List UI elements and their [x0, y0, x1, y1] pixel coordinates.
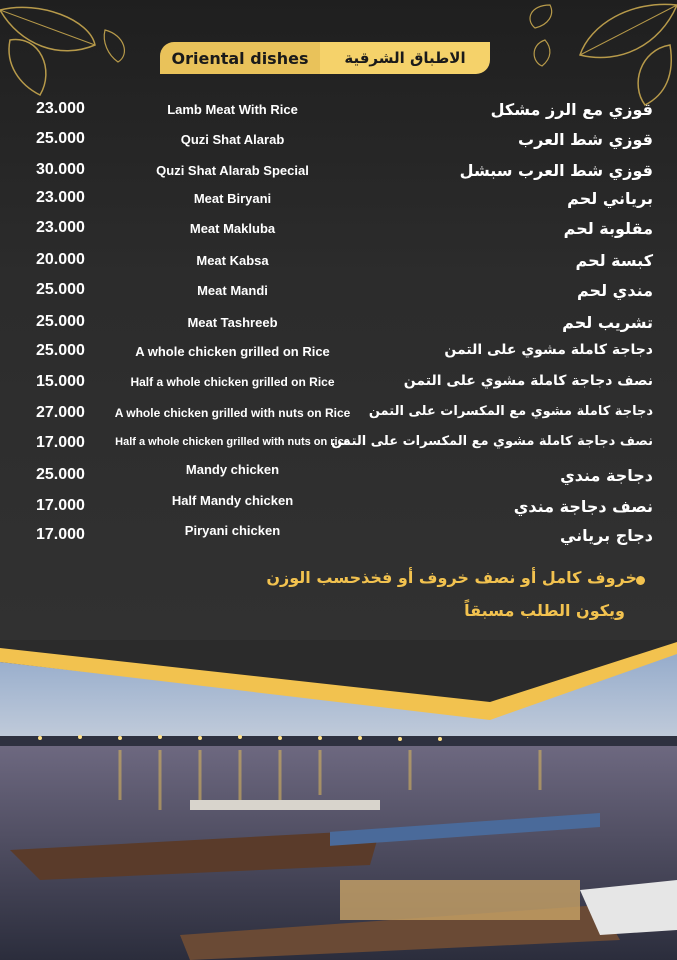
section-title-ar: الاطباق الشرقية	[320, 42, 490, 74]
item-name-en: Meat Kabsa	[196, 253, 269, 268]
item-name-ar: دجاج برياني	[559, 526, 653, 545]
item-name-en: Half a whole chicken grilled on Rice	[130, 375, 335, 389]
item-price: 15.000	[36, 373, 85, 390]
item-name-ar: نصف دجاجة كاملة مشوي على التمن	[403, 373, 653, 389]
item-name-ar: دجاجة كاملة مشوي على التمن	[444, 342, 653, 358]
item-name-ar: دجاجة مندي	[560, 466, 653, 485]
item-price: 25.000	[36, 342, 85, 359]
item-price: 23.000	[36, 100, 85, 117]
item-price: 17.000	[36, 526, 85, 543]
item-name-en: A whole chicken grilled on Rice	[135, 344, 330, 359]
item-name-en: Quzi Shat Alarab Special	[156, 163, 309, 178]
item-name-en: Quzi Shat Alarab	[180, 132, 285, 147]
item-name-en: Meat Tashreeb	[187, 315, 278, 330]
item-name-ar: قوزي مع الرز مشكل	[490, 100, 653, 119]
item-price: 25.000	[36, 466, 85, 483]
item-name-ar: برياني لحم	[567, 189, 653, 208]
item-name-en: Piryani chicken	[184, 523, 281, 538]
item-name-en: Half Mandy chicken	[171, 493, 294, 508]
item-name-en: Meat Mandi	[197, 283, 268, 298]
item-price: 23.000	[36, 189, 85, 206]
menu-item	[0, 340, 677, 368]
menu-item	[0, 432, 677, 460]
menu-item	[0, 371, 677, 399]
note-line-2: ويكون الطلب مسبقاً	[464, 601, 625, 620]
menu-item	[0, 217, 677, 245]
menu-item	[0, 464, 677, 492]
item-price: 23.000	[36, 219, 85, 236]
item-price: 17.000	[36, 497, 85, 514]
item-name-en: Mandy chicken	[185, 462, 280, 477]
item-name-ar: قوزي شط العرب سبشل	[459, 161, 653, 180]
item-name-ar: مندي لحم	[577, 281, 653, 300]
item-name-ar: كبسة لحم	[575, 251, 653, 270]
menu-item	[0, 402, 677, 430]
item-name-ar: تشريب لحم	[562, 313, 653, 332]
leaf-decoration-top-right	[520, 0, 677, 110]
item-name-ar: مقلوبة لحم	[563, 219, 653, 238]
item-price: 25.000	[36, 313, 85, 330]
item-price: 17.000	[36, 434, 85, 451]
item-name-ar: دجاجة كاملة مشوي مع المكسرات على التمن	[368, 404, 653, 419]
item-price: 25.000	[36, 281, 85, 298]
menu-item	[0, 279, 677, 307]
item-name-en: Meat Biryani	[193, 191, 272, 206]
menu-item	[0, 311, 677, 339]
item-name-ar: قوزي شط العرب	[518, 130, 653, 149]
menu-item	[0, 98, 677, 126]
menu-item	[0, 495, 677, 523]
section-title-en: Oriental dishes	[160, 42, 320, 74]
item-price: 25.000	[36, 130, 85, 147]
note-line-1: خروف كامل أو نصف خروف أو فخذحسب الوزن	[266, 568, 637, 587]
item-price: 27.000	[36, 404, 85, 421]
item-name-en: Meat Makluba	[189, 221, 276, 236]
item-name-ar: نصف دجاجة مندي	[513, 497, 653, 516]
menu-item	[0, 524, 677, 552]
item-price: 20.000	[36, 251, 85, 268]
note-bullet-icon	[636, 576, 645, 585]
leaf-decoration-top-left	[0, 0, 140, 100]
menu-item	[0, 128, 677, 156]
harbor-photo	[0, 640, 677, 960]
item-name-ar: نصف دجاجة كاملة مشوي مع المكسرات على التمن	[331, 434, 653, 449]
menu-item	[0, 187, 677, 215]
section-header	[160, 42, 490, 74]
harbor-photo-graphic	[0, 640, 677, 960]
menu-item	[0, 249, 677, 277]
item-price: 30.000	[36, 161, 85, 178]
menu-item	[0, 159, 677, 187]
item-name-en: A whole chicken grilled with nuts on Rice	[114, 406, 351, 420]
item-name-en: Lamb Meat With Rice	[167, 102, 298, 117]
item-name-en: Half a whole chicken grilled with nuts on rice	[115, 436, 350, 448]
